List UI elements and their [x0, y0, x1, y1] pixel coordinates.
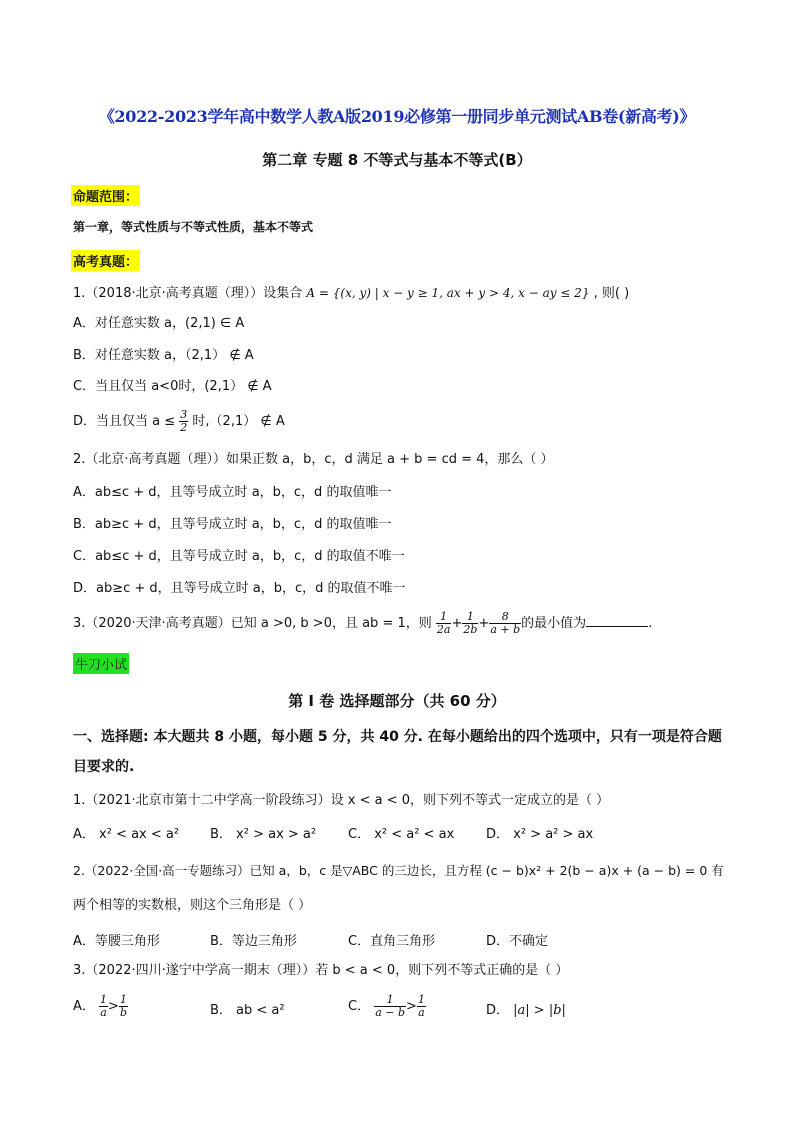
q1-stem: 1.（2021·北京市第十二中学高一阶段练习）设 x < a < 0，则下列不等式一定成立的是（ ）: [73, 793, 610, 808]
q2-option-c: C．直角三角形: [348, 934, 436, 949]
gaokao-q2-stem: 2.（北京·高考真题（理））如果正数 a，b，c，d 满足 a + b = cd = 4，那么（ ）: [73, 452, 554, 467]
document-series-title: 《2022-2023学年高中数学人教A版2019必修第一册同步单元测试AB卷(新高考)》: [98, 107, 696, 126]
q3-option-a: A． $\frac{1}{a}$ > $\frac{1}{b}$: [73, 993, 127, 1019]
gaokao-q3-stem: 3.（2020·天津·高考真题）已知 a >0, b >0，且 ab = 1，则 $\frac{1}{2a}$ + $\frac{1}{2b}$ + $\frac{8}{a + b}$ 的最小值为 .: [73, 610, 653, 636]
fraction-1-over-2b: $\frac{1}{2b}$: [463, 610, 478, 636]
q3-option-b: B． ab < a²: [210, 1003, 285, 1018]
q2-option-a: A．等腰三角形: [73, 934, 160, 949]
gaokao-q2-option-a: A．ab≤c + d，且等号成立时 a，b，c，d 的取值唯一: [73, 485, 392, 500]
gaokao-q1-stem: 1.（2018·北京·高考真题（理））设集合 A = {(x, y) | x − y ≥ 1, ax + y > 4, x − ay ≤ 2} , 则( ): [73, 286, 630, 301]
gaokao-q2-option-b: B．ab≥c + d，且等号成立时 a，b，c，d 的取值唯一: [73, 517, 392, 532]
q1-option-a: A． x² < ax < a²: [73, 827, 180, 842]
q1-option-c: C． x² < a² < ax: [348, 827, 455, 842]
gaokao-q2-option-c: C．ab≤c + d，且等号成立时 a，b，c，d 的取值不唯一: [73, 549, 405, 564]
q2-option-d: D．不确定: [486, 934, 549, 949]
scope-label: 命题范围：: [71, 185, 140, 206]
gaokao-q1-option-d: D．当且仅当 a ≤ $\frac{3}{2}$ 时,（2,1） ∉ A: [73, 408, 285, 434]
fraction-1-over-2a: $\frac{1}{2a}$: [436, 610, 451, 636]
q3-option-c: C． $\frac{1}{a - b}$ > $\frac{1}{a}$: [348, 993, 425, 1019]
q2-stem-line1: 2.（2022·全国·高一专题练习）已知 a，b，c 是▽ABC 的三边长，且方程 (c − b)x² + 2(b − a)x + (a − b) = 0 有: [73, 863, 724, 878]
section-title: 第 I 卷 选择题部分（共 60 分）: [288, 692, 506, 710]
fraction-three-halves: $\frac{3}{2}$: [180, 408, 188, 434]
gaokao-q1-option-b: B．对任意实数 a，（2,1） ∉ A: [73, 348, 254, 363]
section-instruction: 一、选择题: 本大题共 8 小题，每小题 5 分，共 40 分. 在每小题给出的四个选项中，只有一项是符合题目要求的.: [73, 729, 722, 775]
q1-option-d: D． x² > a² > ax: [486, 827, 594, 842]
q3-option-d: D． |a| > |b|: [486, 1003, 566, 1018]
gaokao-q1-option-c: C．当且仅当 a<0时，(2,1） ∉ A: [73, 379, 272, 394]
gaokao-label: 高考真题：: [71, 250, 140, 271]
q3-stem: 3.（2022·四川·遂宁中学高一期末（理））若 b < a < 0，则下列不等式正确的是（ ）: [73, 963, 569, 978]
q2-option-b: B．等边三角形: [210, 934, 297, 949]
practice-label: 牛刀小试: [73, 653, 129, 674]
set-definition: A = {(x, y) | x − y ≥ 1, ax + y > 4, x − ay ≤ 2}: [306, 286, 590, 300]
q2-stem-line2: 两个相等的实数根，则这个三角形是（ ）: [73, 898, 312, 913]
scope-text: 第一章，等式性质与不等式性质，基本不等式: [73, 220, 314, 234]
q1-option-b: B． x² > ax > a²: [210, 827, 317, 842]
answer-blank: [586, 614, 648, 627]
gaokao-q1-option-a: A．对任意实数 a，(2,1) ∈ A: [73, 316, 245, 331]
fraction-8-over-a-plus-b: $\frac{8}{a + b}$: [490, 610, 521, 636]
gaokao-q2-option-d: D．ab≥c + d，且等号成立时 a，b，c，d 的取值不唯一: [73, 581, 406, 596]
chapter-title: 第二章 专题 8 不等式与基本不等式(B）: [262, 151, 532, 169]
